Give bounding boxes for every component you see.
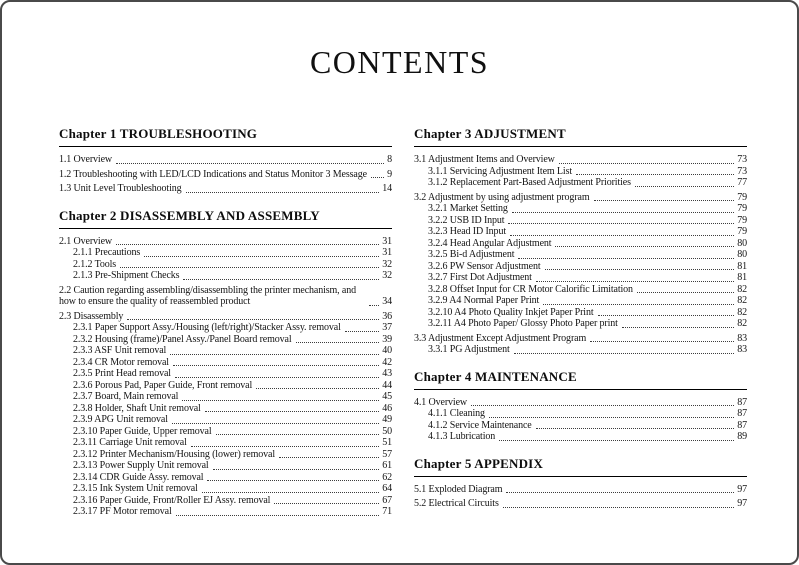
dot-leader [512,212,734,213]
toc-entry-page-number: 73 [737,165,747,177]
toc-entry-page-number: 32 [382,258,392,270]
toc-entry [73,322,392,334]
dot-leader [536,428,735,429]
toc-entry-page-number: 81 [737,272,747,283]
dot-leader [202,492,380,493]
toc-entry-label: 3.2.9 A4 Normal Paper Print [428,295,540,306]
toc-entry [73,426,392,438]
toc-entry [73,460,392,472]
dot-leader [594,200,735,201]
toc-entry-page-number: 77 [737,177,747,188]
toc-entry-label: 5.2 Electrical Circuits [414,498,499,509]
toc-entry [428,215,747,227]
toc-entry [428,284,747,296]
toc-entry-label: 3.2.4 Head Angular Adjustment [428,237,552,249]
toc-entry-label: 3.2.1 Market Setting [428,203,508,214]
toc-entry [73,368,392,380]
dot-leader [173,365,379,366]
toc-entry-page-number: 87 [737,408,747,419]
toc-entry-page-number: 83 [737,332,747,344]
dot-leader [207,480,379,481]
toc-section [414,456,747,510]
toc-entry-page-number: 79 [737,203,747,214]
toc-column-right [414,126,747,510]
toc-entry [428,272,747,284]
toc-entry [428,408,747,420]
toc-entry-page-number: 82 [737,283,747,295]
toc-entry [428,420,747,432]
toc-column-left [59,126,392,518]
toc-entry [73,472,392,484]
toc-entry-page-number: 9 [387,168,392,180]
dot-leader [120,267,379,268]
dot-leader [510,235,734,236]
toc-entry [414,333,747,345]
toc-entry-page-number: 82 [737,306,747,318]
dot-leader [296,342,380,343]
dot-leader [369,305,379,306]
dot-leader [545,269,735,270]
toc-entry-page-number: 49 [382,414,392,425]
dot-leader [191,446,379,447]
dot-leader [116,163,384,164]
dot-leader [182,400,379,401]
chapter-heading: Chapter 4 MAINTENANCE [414,369,747,390]
toc-entry-label: 3.3.1 PG Adjustment [428,344,510,355]
toc-entry-label: 4.1.3 Lubrication [428,431,496,442]
toc-entry [73,259,392,271]
dot-leader [499,440,734,441]
toc-entry-label: 2.1 Overview [59,235,112,247]
dot-leader [514,353,735,354]
toc-entry [73,345,392,357]
toc-entry [414,397,747,409]
toc-entry-page-number: 50 [382,425,392,437]
toc-entry-label: 2.3.16 Paper Guide, Front/Roller EJ Assy. removal [73,494,271,506]
toc-entry-label: 3.2 Adjustment by using adjustment program [414,191,590,203]
toc-entry-label: 3.1.1 Servicing Adjustment Item List [428,165,573,177]
toc-entry-page-number: 89 [737,431,747,442]
dot-leader [555,246,734,247]
chapter-heading: Chapter 3 ADJUSTMENT [414,126,747,147]
toc-entry [59,311,392,323]
toc-entry-page-number: 31 [382,247,392,258]
toc-entry-label: 2.3 Disassembly [59,310,124,322]
toc-entry-page-number: 81 [737,260,747,272]
toc-entry [73,449,392,461]
toc-entry [428,177,747,189]
toc-entry-label: 1.2 Troubleshooting with LED/LCD Indications and Status Monitor 3 Message [59,168,367,180]
toc-entry-label: 2.3.14 CDR Guide Assy. removal [73,471,204,483]
toc-entry [73,495,392,507]
dot-leader [536,281,734,282]
dot-leader [518,258,734,259]
toc-entry-label: 2.2 Caution regarding assembling/disassembling the printer mechanism, and how to ensure the quality of reassembled product [59,284,357,307]
toc-entry-label: 2.3.13 Power Supply Unit removal [73,460,209,471]
toc-entry-page-number: 79 [737,191,747,203]
toc-entry-label: 4.1.1 Cleaning [428,408,485,419]
toc-section [414,369,747,443]
dot-leader [471,405,734,406]
toc-entry-page-number: 79 [737,214,747,226]
toc-entry-label: 2.3.6 Porous Pad, Paper Guide, Front removal [73,379,253,391]
toc-entry [73,247,392,259]
toc-entry-page-number: 79 [737,226,747,237]
toc-entry [428,238,747,250]
toc-entry [73,483,392,495]
toc-entry-label: 3.2.8 Offset Input for CR Motor Calorific Limitation [428,283,633,295]
toc-entry-label: 3.2.5 Bi-d Adjustment [428,249,515,260]
chapter-heading: Chapter 2 DISASSEMBLY AND ASSEMBLY [59,208,392,229]
toc-section [59,208,392,518]
toc-entry [428,318,747,330]
toc-entry-list [414,484,747,510]
toc-entry-page-number: 44 [382,379,392,391]
toc-entry-label: 2.3.11 Carriage Unit removal [73,437,187,448]
dot-leader [345,331,380,332]
dot-leader [598,315,735,316]
toc-entry-label: 3.1.2 Replacement Part-Based Adjustment Priorities [428,177,631,188]
toc-section [414,126,747,356]
dot-leader [175,377,379,378]
toc-entry [414,154,747,166]
toc-entry [428,249,747,261]
toc-entry-page-number: 31 [382,235,392,247]
dot-leader [213,469,380,470]
toc-entry-page-number: 46 [382,402,392,414]
toc-entry-page-number: 36 [382,310,392,322]
dot-leader [543,304,734,305]
toc-entry-page-number: 57 [382,448,392,460]
toc-entry-page-number: 32 [382,270,392,281]
dot-leader [186,192,380,193]
toc-entry [428,166,747,178]
dot-leader [274,503,379,504]
toc-entry-list [59,236,392,518]
toc-entry-page-number: 82 [737,318,747,329]
toc-entry-label: 3.2.3 Head ID Input [428,226,506,237]
toc-entry [73,391,392,403]
toc-entry [428,226,747,238]
toc-entry-label: 3.2.7 First Dot Adjustment [428,272,532,283]
toc-entry [428,431,747,443]
toc-entry-label: 2.3.5 Print Head removal [73,368,171,379]
toc-entry-label: 3.2.10 A4 Photo Quality Inkjet Paper Print [428,306,594,318]
toc-entry-label: 2.3.7 Board, Main removal [73,391,179,402]
dot-leader [256,388,379,389]
dot-leader [279,457,379,458]
dot-leader [506,492,734,493]
toc-entry [428,307,747,319]
dot-leader [176,515,380,516]
dot-leader [172,423,379,424]
toc-entry-label: 3.1 Adjustment Items and Overview [414,154,555,165]
toc-entry-page-number: 39 [382,333,392,345]
toc-entry [73,403,392,415]
toc-entry-page-number: 83 [737,344,747,355]
toc-entry [414,192,747,204]
toc-entry-page-number: 62 [382,471,392,483]
toc-entry-label: 3.3 Adjustment Except Adjustment Program [414,332,587,344]
toc-entry [428,344,747,356]
toc-entry-page-number: 87 [737,396,747,408]
toc-entry-page-number: 45 [382,391,392,402]
dot-leader [559,163,734,164]
toc-entry-list [59,154,392,195]
toc-entry-page-number: 37 [382,322,392,333]
dot-leader [371,177,384,178]
toc-entry-page-number: 80 [737,249,747,260]
toc-entry [428,203,747,215]
dot-leader [590,341,734,342]
dot-leader [489,417,734,418]
toc-entry-label: 4.1 Overview [414,396,467,408]
toc-entry-label: 2.1.3 Pre-Shipment Checks [73,270,180,281]
toc-entry-label: 3.2.2 USB ID Input [428,214,505,226]
toc-entry-label: 4.1.2 Service Maintenance [428,419,532,431]
toc-entry [73,334,392,346]
dot-leader [576,174,734,175]
toc-entry-page-number: 87 [737,419,747,431]
toc-entry [59,169,392,181]
toc-entry-label: 1.3 Unit Level Troubleshooting [59,183,182,194]
toc-entry [59,154,392,166]
toc-entry-page-number: 51 [382,437,392,448]
dot-leader [205,411,380,412]
toc-entry [73,506,392,518]
dot-leader [635,186,734,187]
dot-leader [508,223,734,224]
toc-entry-label: 2.1.1 Precautions [73,247,141,258]
toc-entry-page-number: 82 [737,295,747,306]
toc-entry-list [414,154,747,356]
toc-entry [73,357,392,369]
toc-entry-page-number: 43 [382,368,392,379]
toc-entry-label: 1.1 Overview [59,154,112,165]
dot-leader [637,292,734,293]
toc-entry-label: 3.2.11 A4 Photo Paper/ Glossy Photo Paper print [428,318,618,329]
toc-entry-page-number: 67 [382,494,392,506]
dot-leader [183,279,379,280]
chapter-heading: Chapter 1 TROUBLESHOOTING [59,126,392,147]
dot-leader [170,354,379,355]
toc-entry-label: 2.3.10 Paper Guide, Upper removal [73,425,212,437]
toc-entry-page-number: 14 [382,183,392,194]
dot-leader [622,327,734,328]
toc-entry-label: 2.3.17 PF Motor removal [73,506,172,517]
toc-entry [59,183,392,195]
toc-entry [73,414,392,426]
toc-entry [414,484,747,496]
toc-entry [59,285,392,308]
toc-entry-label: 2.1.2 Tools [73,258,117,270]
toc-entry [414,498,747,510]
dot-leader [116,244,379,245]
dot-leader [144,256,379,257]
toc-entry-label: 3.2.6 PW Sensor Adjustment [428,260,541,272]
dot-leader [216,434,380,435]
toc-entry [73,437,392,449]
toc-entry-page-number: 80 [737,237,747,249]
toc-entry-page-number: 73 [737,154,747,165]
toc-entry [59,236,392,248]
toc-entry-label: 2.3.3 ASF Unit removal [73,345,167,356]
toc-entry-list [414,397,747,443]
toc-entry-label: 2.3.4 CR Motor removal [73,356,169,368]
toc-entry-page-number: 8 [387,154,392,165]
toc-entry-page-number: 97 [737,483,747,495]
toc-entry [73,270,392,282]
toc-section [59,126,392,195]
toc-entry-label: 2.3.8 Holder, Shaft Unit removal [73,402,201,414]
toc-entry-page-number: 61 [382,460,392,471]
dot-leader [503,507,735,508]
toc-entry-label: 2.3.15 Ink System Unit removal [73,483,198,494]
toc-entry-page-number: 64 [382,483,392,494]
toc-entry-label: 2.3.2 Housing (frame)/Panel Assy./Panel Board removal [73,333,292,345]
toc-entry-page-number: 71 [382,506,392,517]
toc-entry-page-number: 97 [737,498,747,509]
toc-entry-label: 5.1 Exploded Diagram [414,483,503,495]
page-title: CONTENTS [309,44,490,80]
toc-entry-label: 2.3.9 APG Unit removal [73,414,168,425]
toc-entry [428,261,747,273]
toc-entry-page-number: 34 [382,296,392,307]
toc-entry-label: 2.3.1 Paper Support Assy./Housing (left/right)/Stacker Assy. removal [73,322,341,333]
dot-leader [127,319,379,320]
toc-entry-label: 2.3.12 Printer Mechanism/Housing (lower) removal [73,448,275,460]
toc-entry-page-number: 42 [382,356,392,368]
chapter-heading: Chapter 5 APPENDIX [414,456,747,477]
toc-entry [428,295,747,307]
toc-entry-page-number: 40 [382,345,392,356]
toc-entry [73,380,392,392]
